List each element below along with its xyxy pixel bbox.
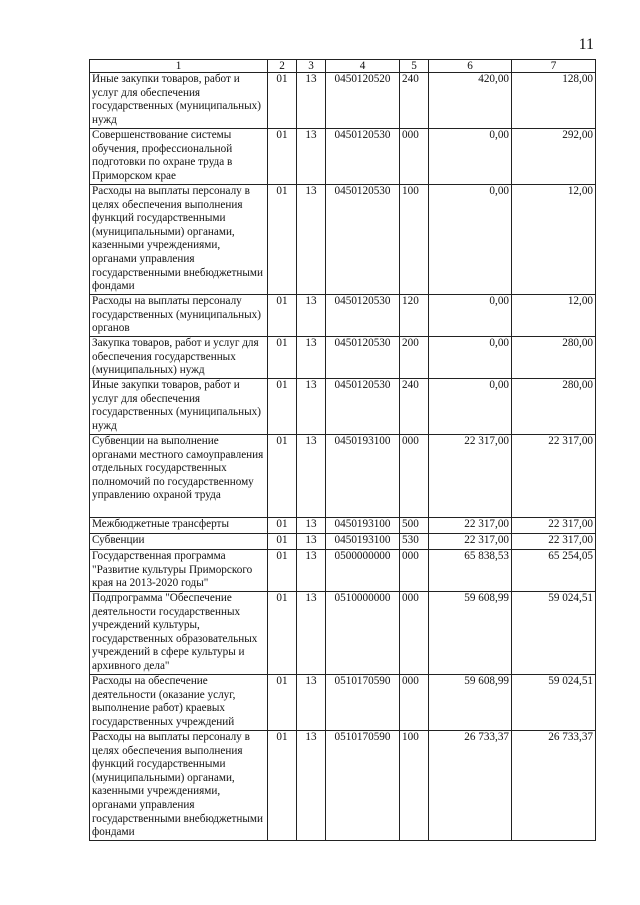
item-name: Подпрограмма "Обеспечение деятельности государственных учреждений культуры, государственных образовательных учреждений в сфере культуры и архивного дела" (90, 592, 268, 675)
section-code: 01 (268, 379, 297, 435)
amount-col6: 420,00 (429, 73, 512, 129)
item-name: Межбюджетные трансферты (90, 518, 268, 534)
section-code: 01 (268, 731, 297, 841)
table-row (90, 518, 596, 534)
amount-col6: 59 608,99 (429, 592, 512, 675)
header-cell: 2 (268, 60, 297, 73)
header-cell: 5 (400, 60, 429, 73)
amount-col7: 65 254,05 (512, 550, 596, 592)
table-row (90, 295, 596, 337)
section-code: 01 (268, 675, 297, 731)
amount-col6: 0,00 (429, 295, 512, 337)
section-code: 01 (268, 185, 297, 295)
section-code: 01 (268, 73, 297, 129)
subsection-code: 13 (297, 379, 326, 435)
amount-col6: 22 317,00 (429, 518, 512, 534)
amount-col7: 128,00 (512, 73, 596, 129)
section-code: 01 (268, 129, 297, 185)
subsection-code: 13 (297, 550, 326, 592)
header-row (90, 60, 596, 73)
subsection-code: 13 (297, 295, 326, 337)
subsection-code: 13 (297, 337, 326, 379)
item-name: Расходы на выплаты персоналу в целях обеспечения выполнения функций государственными (муниципальными) органами, казенными учреждениями, органами управления государственными внебюджетными фондами (90, 185, 268, 295)
subsection-code: 13 (297, 185, 326, 295)
expense-type-code: 000 (400, 550, 429, 592)
item-name: Совершенствование системы обучения, профессиональной подготовки по охране труда в Приморском крае (90, 129, 268, 185)
section-code: 01 (268, 295, 297, 337)
subsection-code: 13 (297, 592, 326, 675)
table-row (90, 379, 596, 435)
amount-col6: 22 317,00 (429, 435, 512, 518)
expense-type-code: 000 (400, 592, 429, 675)
amount-col7: 22 317,00 (512, 435, 596, 518)
section-code: 01 (268, 337, 297, 379)
expense-type-code: 100 (400, 185, 429, 295)
header-cell: 3 (297, 60, 326, 73)
expense-type-code: 000 (400, 129, 429, 185)
subsection-code: 13 (297, 435, 326, 518)
section-code: 01 (268, 534, 297, 550)
table-row (90, 592, 596, 675)
amount-col7: 12,00 (512, 185, 596, 295)
target-article-code: 0450120530 (326, 379, 400, 435)
target-article-code: 0450193100 (326, 534, 400, 550)
expense-type-code: 000 (400, 675, 429, 731)
section-code: 01 (268, 550, 297, 592)
expense-type-code: 240 (400, 73, 429, 129)
item-name: Государственная программа "Развитие культуры Приморского края на 2013-2020 годы" (90, 550, 268, 592)
subsection-code: 13 (297, 731, 326, 841)
amount-col6: 0,00 (429, 379, 512, 435)
header-cell: 6 (429, 60, 512, 73)
table-row (90, 534, 596, 550)
item-name: Иные закупки товаров, работ и услуг для обеспечения государственных (муниципальных) нужд (90, 379, 268, 435)
amount-col6: 0,00 (429, 185, 512, 295)
amount-col6: 65 838,53 (429, 550, 512, 592)
expense-type-code: 240 (400, 379, 429, 435)
table-row (90, 550, 596, 592)
page-number: 11 (578, 36, 594, 53)
amount-col7: 280,00 (512, 337, 596, 379)
budget-table (89, 59, 596, 841)
target-article-code: 0450120530 (326, 295, 400, 337)
item-name: Закупка товаров, работ и услуг для обеспечения государственных (муниципальных) нужд (90, 337, 268, 379)
header-cell: 7 (512, 60, 596, 73)
amount-col7: 22 317,00 (512, 534, 596, 550)
target-article-code: 0450120520 (326, 73, 400, 129)
target-article-code: 0510170590 (326, 731, 400, 841)
subsection-code: 13 (297, 129, 326, 185)
target-article-code: 0500000000 (326, 550, 400, 592)
target-article-code: 0510170590 (326, 675, 400, 731)
item-name: Субвенции на выполнение органами местного самоуправления отдельных государственных полномочий по государственному управлению охраной труда (90, 435, 268, 518)
item-name: Расходы на обеспечение деятельности (оказание услуг, выполнение работ) краевых государственных учреждений (90, 675, 268, 731)
amount-col7: 59 024,51 (512, 675, 596, 731)
amount-col6: 0,00 (429, 337, 512, 379)
header-cell: 4 (326, 60, 400, 73)
amount-col6: 22 317,00 (429, 534, 512, 550)
expense-type-code: 200 (400, 337, 429, 379)
header-cell: 1 (90, 60, 268, 73)
table-row (90, 337, 596, 379)
expense-type-code: 500 (400, 518, 429, 534)
subsection-code: 13 (297, 534, 326, 550)
amount-col6: 26 733,37 (429, 731, 512, 841)
table-row (90, 675, 596, 731)
amount-col7: 292,00 (512, 129, 596, 185)
target-article-code: 0510000000 (326, 592, 400, 675)
target-article-code: 0450120530 (326, 337, 400, 379)
table-row (90, 731, 596, 841)
expense-type-code: 000 (400, 435, 429, 518)
table-row (90, 185, 596, 295)
section-code: 01 (268, 435, 297, 518)
item-name: Расходы на выплаты персоналу в целях обеспечения выполнения функций государственными (муниципальными) органами, казенными учреждениями, органами управления государственными внебюджетными фондами (90, 731, 268, 841)
section-code: 01 (268, 518, 297, 534)
subsection-code: 13 (297, 73, 326, 129)
amount-col7: 12,00 (512, 295, 596, 337)
target-article-code: 0450120530 (326, 129, 400, 185)
subsection-code: 13 (297, 518, 326, 534)
target-article-code: 0450120530 (326, 185, 400, 295)
amount-col7: 59 024,51 (512, 592, 596, 675)
amount-col6: 59 608,99 (429, 675, 512, 731)
amount-col7: 22 317,00 (512, 518, 596, 534)
item-name: Расходы на выплаты персоналу государственных (муниципальных) органов (90, 295, 268, 337)
expense-type-code: 120 (400, 295, 429, 337)
item-name: Субвенции (90, 534, 268, 550)
table-row (90, 129, 596, 185)
target-article-code: 0450193100 (326, 435, 400, 518)
table-row (90, 73, 596, 129)
item-name: Иные закупки товаров, работ и услуг для обеспечения государственных (муниципальных) нужд (90, 73, 268, 129)
subsection-code: 13 (297, 675, 326, 731)
section-code: 01 (268, 592, 297, 675)
amount-col7: 26 733,37 (512, 731, 596, 841)
table-row (90, 435, 596, 518)
amount-col7: 280,00 (512, 379, 596, 435)
expense-type-code: 530 (400, 534, 429, 550)
amount-col6: 0,00 (429, 129, 512, 185)
target-article-code: 0450193100 (326, 518, 400, 534)
expense-type-code: 100 (400, 731, 429, 841)
